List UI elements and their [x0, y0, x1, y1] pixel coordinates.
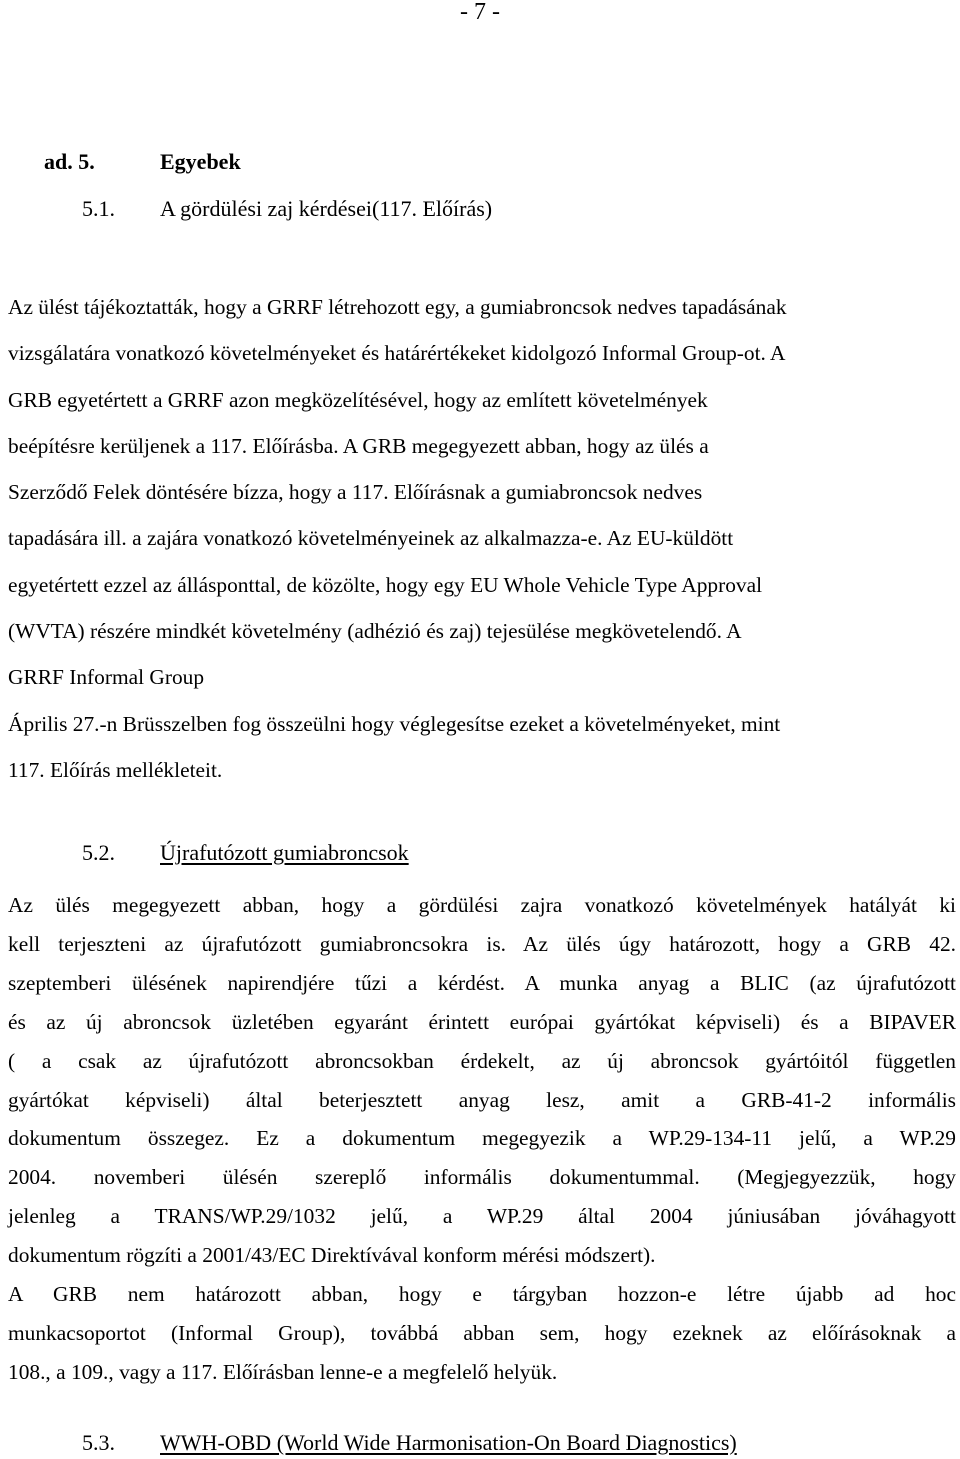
subsection-title: A gördülési zaj kérdései(117. Előírás)	[160, 196, 493, 221]
subsection-number: 5.2.	[82, 840, 115, 865]
section-title: Egyebek	[160, 149, 241, 174]
paragraph-line: munkacsoportot (Informal Group), továbbá abban sem, hogy ezeknek az előírásoknak a	[8, 1320, 956, 1345]
paragraph-line: tapadására ill. a zajára vonatkozó követelményeinek az alkalmazza-e. Az EU-küldött	[8, 526, 734, 551]
paragraph-line: dokumentum rögzíti a 2001/43/EC Direktívával konform mérési módszert).	[8, 1243, 656, 1268]
paragraph-line: GRB egyetértett a GRRF azon megközelítésével, hogy az említett követelmények	[8, 387, 708, 412]
paragraph-line: A GRB nem határozott abban, hogy e tárgyban hozzon-e létre újabb ad hoc	[8, 1282, 956, 1306]
paragraph-line: (WVTA) részére mindkét követelmény (adhézió és zaj) tejesülése megkövetelendő. A	[8, 619, 742, 644]
paragraph-line: Április 27.-n Brüsszelben fog összeülni hogy véglegesítse ezeket a követelményeket, mint	[8, 711, 781, 736]
paragraph-line: és az új abroncsok üzletében egyaránt érintett európai gyártókat képviseli) és a BIPAVER	[8, 1009, 956, 1034]
paragraph-line: Az ülés megegyezett abban, hogy a gördülési zajra vonatkozó követelmények hatályát ki	[8, 893, 956, 917]
paragraph-line: dokumentum összegez. Ez a dokumentum megegyezik a WP.29-134-11 jelű, a WP.29	[8, 1126, 956, 1151]
section-number: ad. 5.	[44, 149, 95, 174]
subsection-title: Újrafutózott gumiabroncsok	[160, 840, 409, 865]
paragraph-line: 108., a 109., vagy a 117. Előírásban lenne-e a megfelelő helyük.	[8, 1359, 558, 1384]
paragraph-line: vizsgálatára vonatkozó követelményeket és határértékeket kidolgozó Informal Group-ot. A	[8, 341, 786, 366]
paragraph-line: Az ülést tájékoztatták, hogy a GRRF létrehozott egy, a gumiabroncsok nedves tapadásának	[8, 295, 787, 319]
subsection-title: WWH-OBD (World Wide Harmonisation-On Board Diagnostics)	[160, 1430, 737, 1455]
paragraph-line: gyártókat képviseli) által beterjesztett anyag lesz, amit a GRB-41-2 informális	[8, 1087, 956, 1112]
subsection-number: 5.1.	[82, 196, 115, 221]
paragraph-line: Szerződő Felek döntésére bízza, hogy a 117. Előírásnak a gumiabroncsok nedves	[8, 480, 703, 505]
paragraph-line: GRRF Informal Group	[8, 665, 205, 690]
paragraph-line: 117. Előírás mellékleteit.	[8, 757, 223, 782]
page-number: - 7 -	[460, 0, 500, 25]
paragraph-line: szeptemberi ülésének napirendjére tűzi a kérdést. A munka anyag a BLIC (az újrafutózott	[8, 970, 956, 995]
paragraph-line: ( a csak az újrafutózott abroncsokban érdekelt, az új abroncsok gyártóitól független	[8, 1048, 956, 1073]
paragraph-rolling-noise	[8, 284, 956, 793]
paragraph-line: 2004. novemberi ülésén szereplő informális dokumentummal. (Megjegyezzük, hogy	[8, 1165, 956, 1190]
paragraph-line: beépítésre kerüljenek a 117. Előírásba. A GRB megegyezett abban, hogy az ülés a	[8, 433, 709, 458]
subsection-number: 5.3.	[82, 1430, 115, 1455]
paragraph-line: kell terjeszteni az újrafutózott gumiabroncsokra is. Az ülés úgy határozott, hogy a GRB 42.	[8, 931, 956, 956]
paragraph-informal-group	[8, 1275, 956, 1392]
paragraph-line: jelenleg a TRANS/WP.29/1032 jelű, a WP.29 által 2004 júniusában jóváhagyott	[8, 1204, 956, 1229]
paragraph-line: egyetértett ezzel az állásponttal, de közölte, hogy egy EU Whole Vehicle Type Approval	[8, 572, 763, 597]
paragraph-retreaded-tyres	[8, 886, 956, 1275]
